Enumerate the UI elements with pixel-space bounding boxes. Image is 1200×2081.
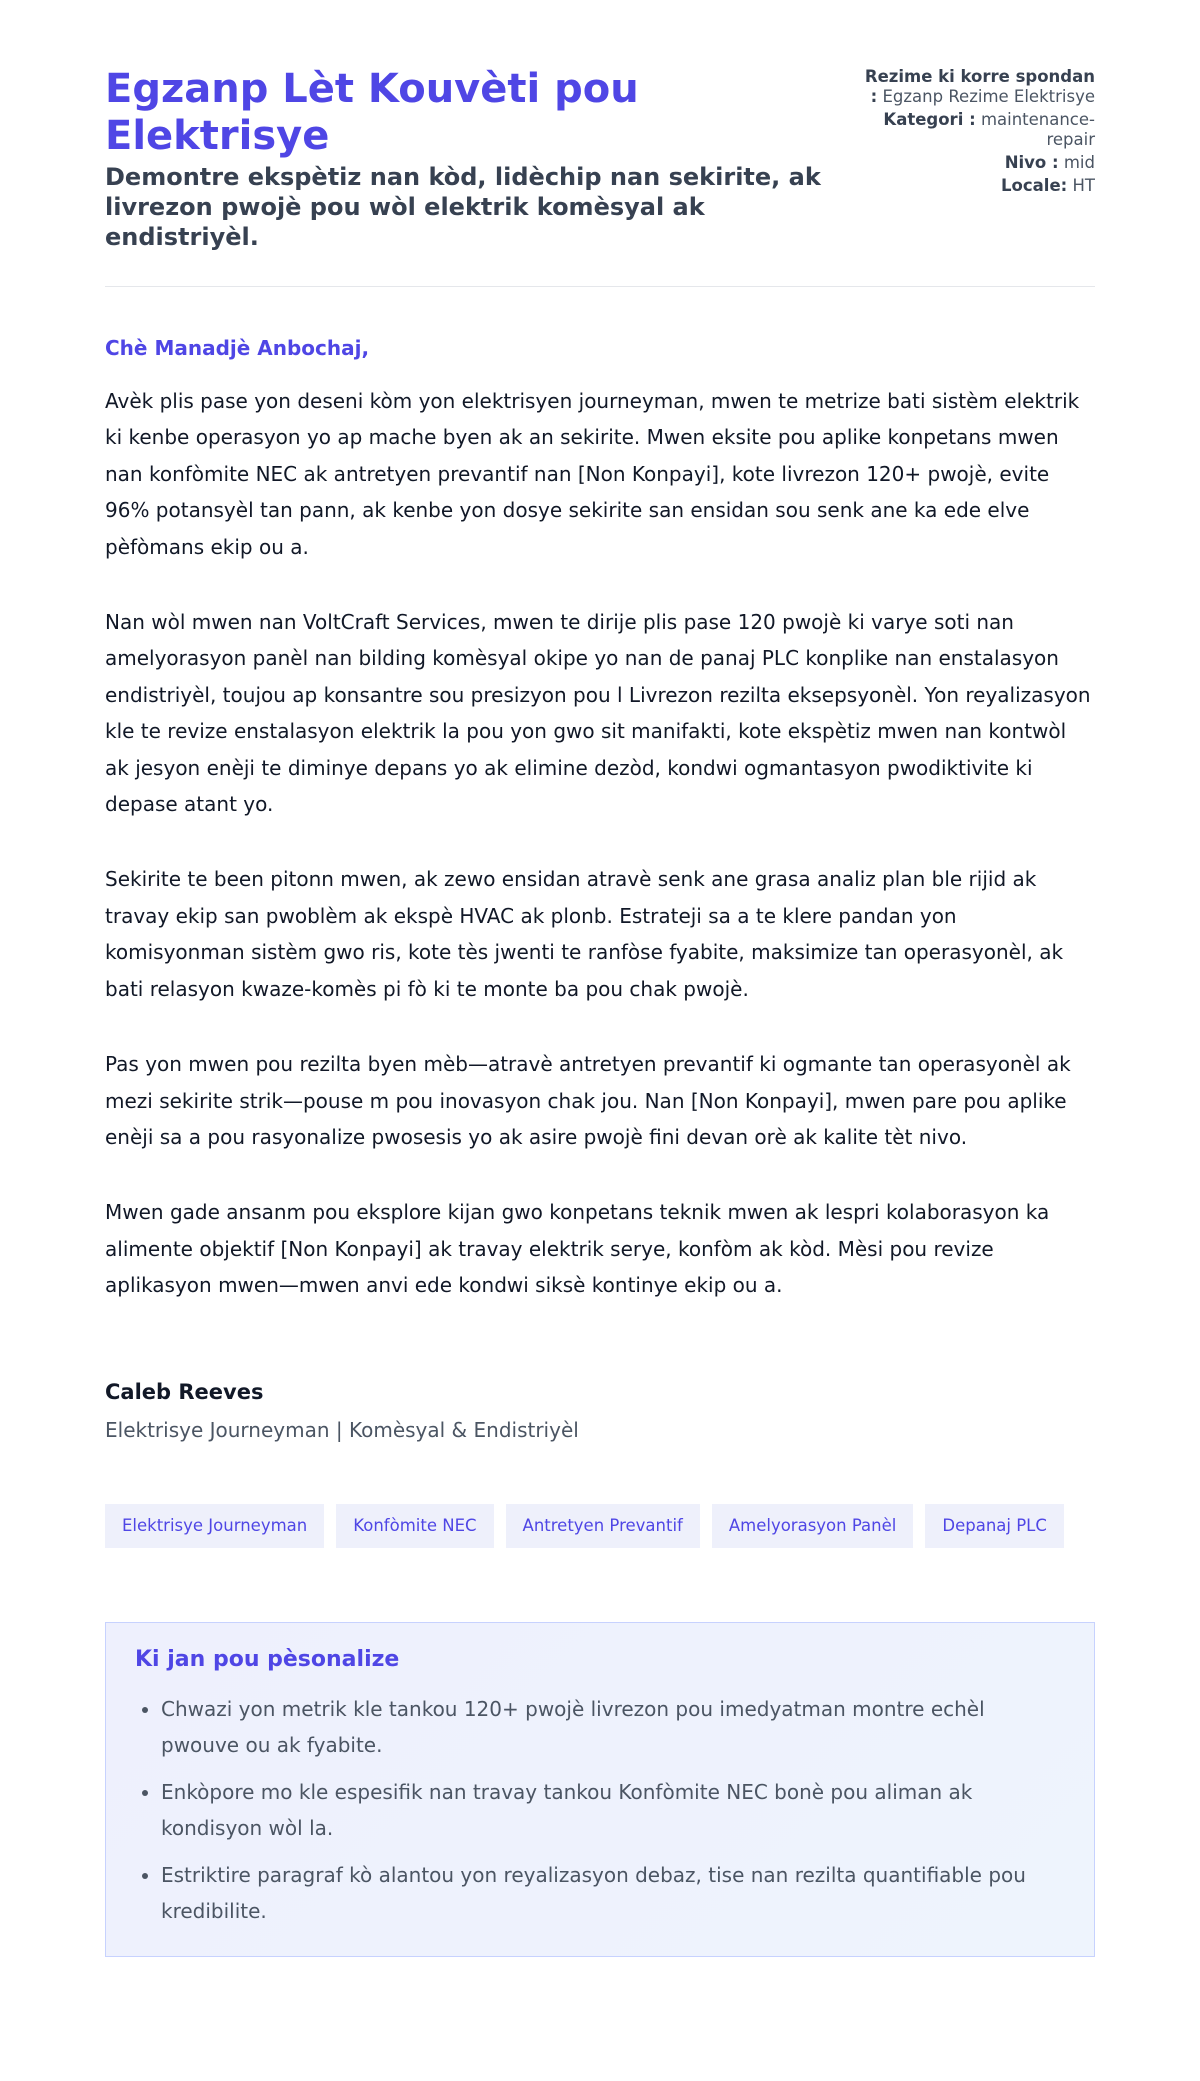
meta-locale-label: Locale: [1001,176,1068,195]
meta-category [855,110,1095,150]
salutation: Chè Manadjè Anbochaj, [105,336,370,360]
tip-item: • Chwazi yon metrik kle tankou 120+ pwojè livrezon pou imedyatman montre echèl pwouve ou ak fyabite. [161,1691,1065,1764]
meta-category-label: Kategori : [883,110,976,129]
meta-locale-value: HT [1072,176,1095,195]
signature-name: Caleb Reeves [105,1379,264,1404]
tag-plc: Depanaj PLC [925,1504,1064,1548]
customization-tips [105,1622,1095,1957]
meta-resume-label: Rezime ki korre spondan : [864,67,1095,106]
letter-paragraph: Avèk plis pase yon deseni kòm yon elektrisyen journeyman, mwen te metrize bati sistèm elektrik ki kenbe operasyon yo ap mache byen ak an sekirite. Mwen eksite pou aplike konpetans mwen nan konfòmite NEC ak antretyen prevantif nan [Non Konpayi], kote livrezon 120+ pwojè, evite 96% potansyèl tan pann, ak kenbe yon dosye sekirite san ensidan sou senk ane ka ede elve pèfòmans ekip ou a. [105,389,1080,559]
tag-journeyman: Elektrisye Journeyman [105,1504,324,1548]
tag-preventive: Antretyen Prevantif [506,1504,700,1548]
letter-paragraph: Pas yon mwen pou rezilta byen mèb—atravè antretyen prevantif ki ogmante tan operasyonèl ak mezi sekirite strik—pouse m pou inovasyon chak jou. Nan [Non Konpayi], mwen pare pou aplike enèji sa a pou rasyonalize pwosesis yo ak asire pwojè fini devan orè ak kalite tèt nivo. [105,1052,1071,1149]
tag-list [105,1504,1095,1548]
letter-body [105,383,1095,1304]
meta-level-label: Nivo : [1004,153,1059,172]
tips-list [135,1691,1065,1930]
meta-panel [855,66,1095,199]
meta-category-value: maintenance-repair [980,110,1095,149]
header-titles [105,66,835,252]
tips-title: Ki jan pou pèsonalize [135,1646,400,1672]
meta-level-value: mid [1063,153,1095,172]
meta-locale [855,176,1095,196]
tip-item: • Enkòpore mo kle espesifik nan travay tankou Konfòmite NEC bonè pou aliman ak kondisyon wòl la. [161,1774,1065,1847]
letter-paragraph: Sekirite te been pitonn mwen, ak zewo ensidan atravè senk ane grasa analiz plan ble rijid ak travay ekip san pwoblèm ak ekspè HVAC ak plonb. Estrateji sa a te klere pandan yon komisyonman sistèm gwo ris, kote tès jwenti te ranfòse fyabite, maksimize tan operasyonèl, ak bati relasyon kwaze-komès pi fò ki te monte ba pou chak pwojè. [105,867,1064,1001]
letter-paragraph: Mwen gade ansanm pou eksplore kijan gwo konpetans teknik mwen ak lespri kolaborasyon ka alimente objektif [Non Konpayi] ak travay elektrik serye, konfòm ak kòd. Mèsi pou revize aplikasyon mwen—mwen anvi ede kondwi siksè kontinye ekip ou a. [105,1200,1050,1298]
header [105,66,1095,287]
page-title: Egzanp Lèt Kouvèti pou Elektrisye [105,66,639,159]
letter-paragraph: Nan wòl mwen nan VoltCraft Services, mwen te dirije plis pase 120 pwojè ki varye soti nan amelyorasyon panèl nan bilding komèsyal okipe yo nan de panaj PLC konplike nan enstalasyon endistriyèl, toujou ap konsantre sou presizyon pou l Livrezon rezilta eksepsyonèl. Yon reyalizasyon kle te revize enstalasyon elektrik la pou yon gwo sit manifakti, kote ekspètiz mwen nan kontwòl ak jesyon enèji te diminye depans yo ak elimine dezòd, kondwi ogmantasyon pwodiktivite ki depase atant yo. [105,610,1091,817]
tag-nec: Konfòmite NEC [336,1504,493,1548]
page-subtitle: Demontre ekspètiz nan kòd, lidèchip nan sekirite, ak livrezon pwojè pou wòl elektrik komèsyal ak endistriyèl. [105,163,821,251]
tip-item: • Estriktire paragraf kò alantou yon reyalizasyon debaz, tise nan rezilta quantifiable pou kredibilite. [161,1857,1065,1930]
tag-panel: Amelyorasyon Panèl [712,1504,914,1548]
meta-resume-value: Egzanp Rezime Elektrisye [882,87,1095,106]
meta-resume [855,67,1095,107]
meta-level [855,153,1095,173]
signature-role: Elektrisye Journeyman | Komèsyal & Endistriyèl [105,1417,579,1442]
cover-letter-page [105,0,1095,1957]
